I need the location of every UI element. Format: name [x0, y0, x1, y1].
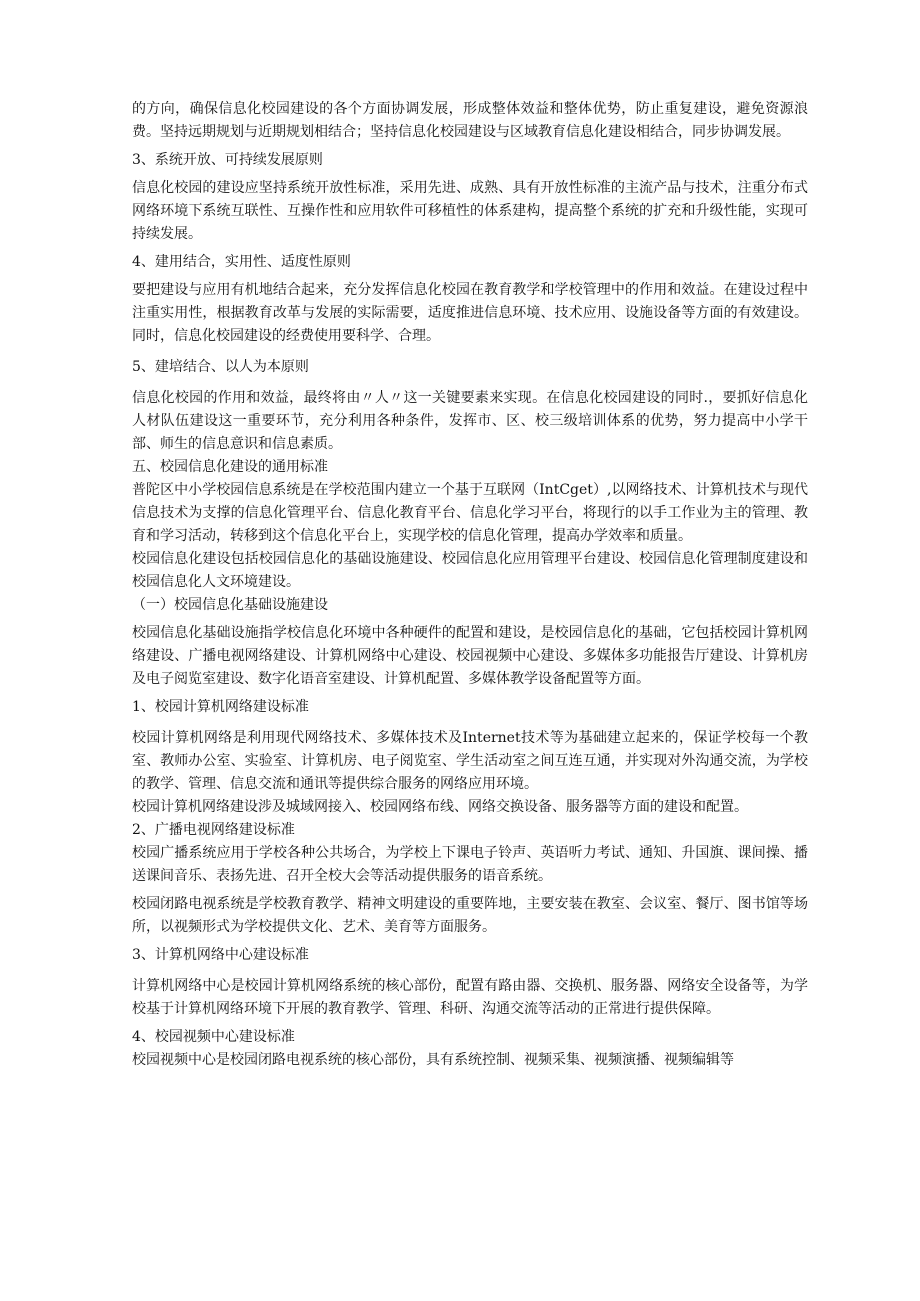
document-page — [132, 98, 808, 1072]
heading-people-oriented: 5、建培结合、以人为本原则 — [132, 359, 309, 375]
heading-general-standards: 五、校园信息化建设的通用标准 — [132, 459, 328, 475]
paragraph-network-scope: 校园计算机网络建设涉及城域网接入、校园网络布线、网络交换设备、服务器等方面的建设和配置。 — [132, 799, 748, 815]
paragraph-network: 校园计算机网络是利用现代网络技术、多媒体技术及Internet技术等为基础建立起来的，保证学校每一个教室、教师办公室、实验室、计算机房、电子阅览室、学生活动室之间互连互通，并实现对外沟通交流，为学校的教学、管理、信息交流和通讯等提供综合服务的网络应用环境。 — [132, 730, 808, 792]
paragraph-direction: 的方向，确保信息化校园建设的各个方面协调发展，形成整体效益和整体优势，防止重复建设，避免资源浪费。坚持远期规划与近期规划相结合；坚持信息化校园建设与区域教育信息化建设相结合，同步协调发展。 — [132, 101, 808, 140]
paragraph-network-center: 计算机网络中心是校园计算机网络系统的核心部份，配置有路由器、交换机、服务器、网络安全设备等，为学校基于计算机网络环境下开展的教育教学、管理、科研、沟通交流等活动的正常进行提供保障。 — [132, 978, 808, 1017]
paragraph-practicality: 要把建设与应用有机地结合起来，充分发挥信息化校园在教育教学和学校管理中的作用和效益。在建设过程中注重实用性，根据教育改革与发展的实际需要，适度推进信息环境、技术应用、设施设备等方面的有效建设。同时，信息化校园建设的经费使用要科学、合理。 — [132, 282, 808, 344]
heading-network-center: 3、计算机网络中心建设标准 — [132, 947, 309, 963]
paragraph-construction-scope: 校园信息化建设包括校园信息化的基础设施建设、校园信息化应用管理平台建设、校园信息化管理制度建设和校园信息化人文环境建设。 — [132, 551, 808, 590]
paragraph-putuo-system: 普陀区中小学校园信息系统是在学校范围内建立一个基于互联网（IntCget）,以网络技术、计算机技术与现代信息技术为支撑的信息化管理平台、信息化教育平台、信息化学习平台，将现行的以手工作业为主的管理、教育和学习活动，转移到这个信息化平台上，实现学校的信息化管理，提高办学效率和质量。 — [132, 482, 808, 544]
paragraph-system-open: 信息化校园的建设应坚持系统开放性标准，采用先进、成熟、具有开放性标准的主流产品与技术，注重分布式网络环境下系统互联性、互操作性和应用软件可移植性的体系建构，提高整个系统的扩充和升级性能，实现可持续发展。 — [132, 180, 808, 242]
heading-network-standard: 1、校园计算机网络建设标准 — [132, 699, 309, 715]
heading-practicality: 4、建用结合，实用性、适度性原则 — [132, 254, 351, 270]
paragraph-broadcast: 校园广播系统应用于学校各种公共场合，为学校上下课电子铃声、英语听力考试、通知、升国旗、课间操、播送课间音乐、表扬先进、召开全校大会等活动提供服务的语音系统。 — [132, 845, 808, 884]
heading-video-center: 4、校园视频中心建设标准 — [132, 1029, 295, 1045]
paragraph-people-oriented: 信息化校园的作用和效益，最终将由〃人〃这一关键要素来实现。在信息化校园建设的同时.，要抓好信息化人材队伍建设这一重要环节，充分利用各种条件，发挥市、区、校三级培训体系的优势，努力提高中小学干部、师生的信息意识和信息素质。 — [132, 390, 808, 452]
paragraph-cctv: 校园闭路电视系统是学校教育教学、精神文明建设的重要阵地，主要安装在教室、会议室、餐厅、图书馆等场所，以视频形式为学校提供文化、艺术、美育等方面服务。 — [132, 896, 808, 935]
heading-broadcast-standard: 2、广播电视网络建设标准 — [132, 822, 295, 838]
paragraph-infrastructure: 校园信息化基础设施指学校信息化环境中各种硬件的配置和建设，是校园信息化的基础，它包括校园计算机网络建设、广播电视网络建设、计算机网络中心建设、校园视频中心建设、多媒体多功能报告厅建设、计算机房及电子阅览室建设、数字化语音室建设、计算机配置、多媒体教学设备配置等方面。 — [132, 625, 808, 687]
heading-system-open: 3、系统开放、可持续发展原则 — [132, 152, 323, 168]
heading-infrastructure: （一）校园信息化基础设施建设 — [132, 597, 328, 613]
paragraph-video-center: 校园视频中心是校园闭路电视系统的核心部份，具有系统控制、视频采集、视频演播、视频编辑等 — [132, 1052, 734, 1068]
